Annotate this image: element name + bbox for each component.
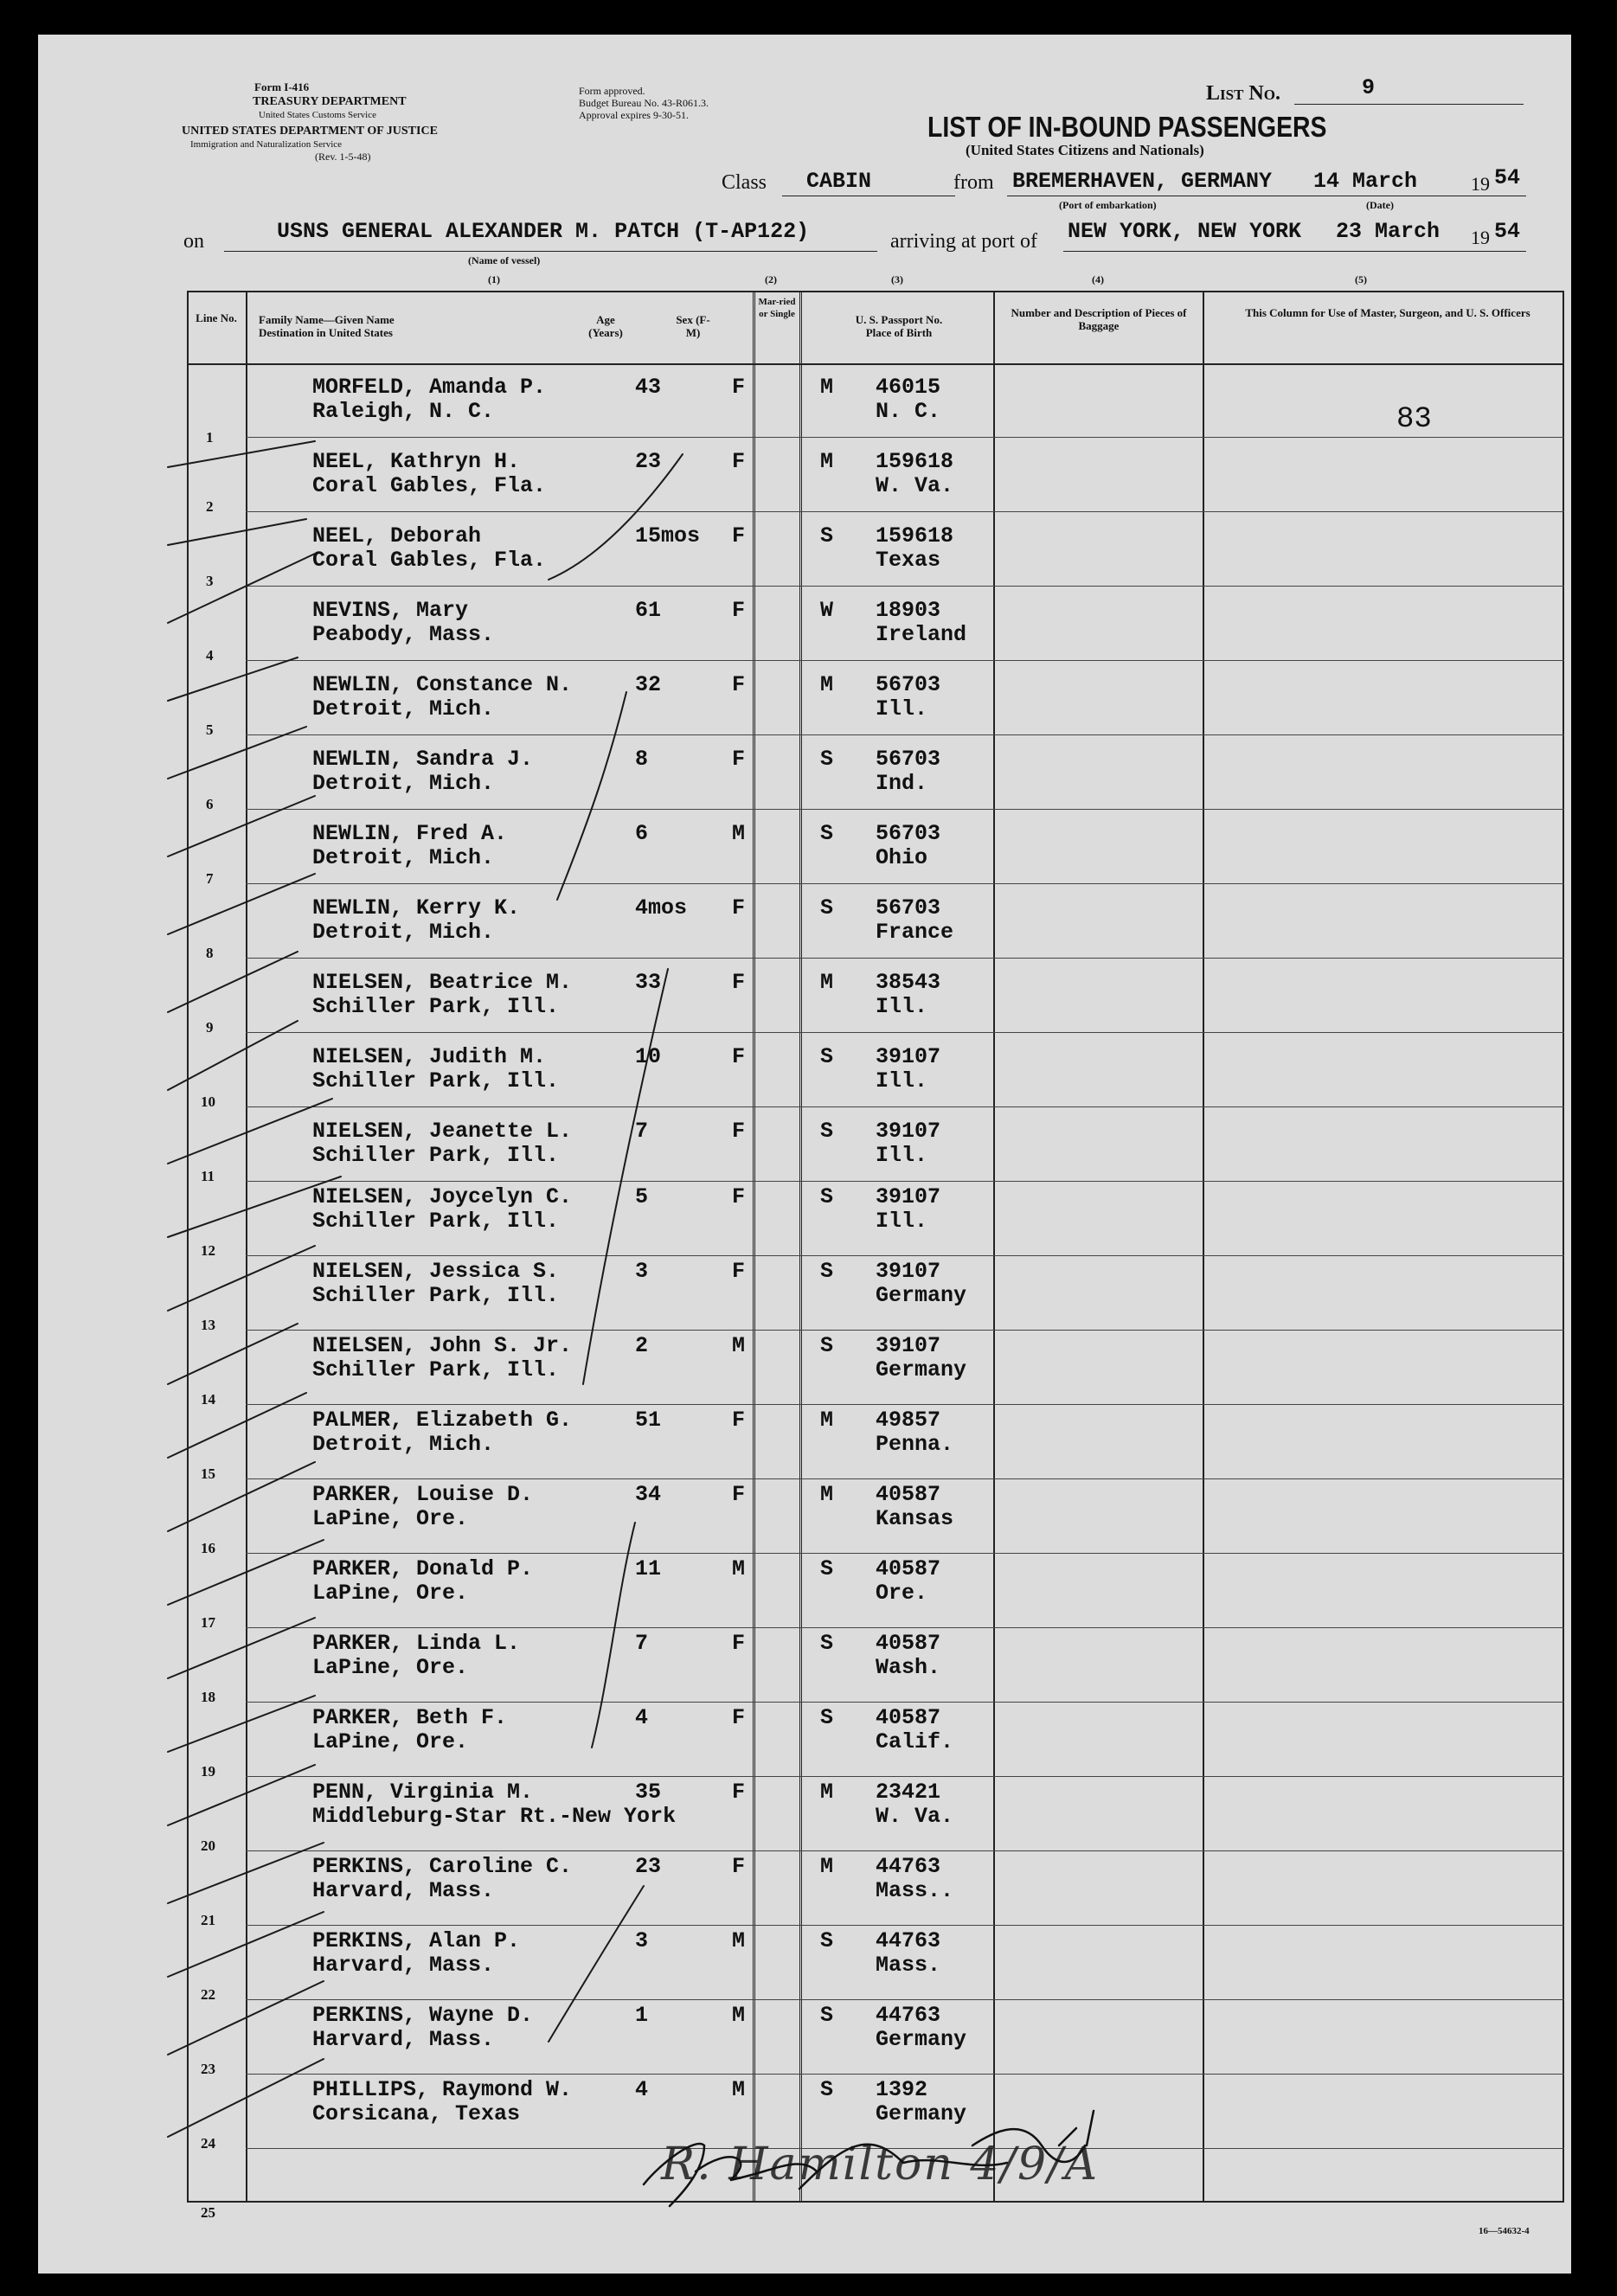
line-number: 9 xyxy=(206,1019,214,1036)
passenger-name: PALMER, Elizabeth G. xyxy=(312,1408,573,1433)
place-of-birth: Wash. xyxy=(876,1655,941,1680)
page-title: LIST OF IN-BOUND PASSENGERS xyxy=(927,111,1327,143)
place-of-birth: N. C. xyxy=(876,399,941,424)
passenger-name: NEWLIN, Fred A. xyxy=(312,821,508,846)
passenger-marital-status: M xyxy=(820,1780,834,1805)
passenger-name: NEEL, Deborah xyxy=(312,523,482,548)
passenger-manifest-sheet xyxy=(38,35,1571,2274)
passenger-destination: Corsicana, Texas xyxy=(312,2101,521,2126)
passenger-marital-status: M xyxy=(820,375,834,400)
place-of-birth: Kansas xyxy=(876,1506,954,1531)
passenger-marital-status: S xyxy=(820,1259,834,1284)
passenger-destination: Schiller Park, Ill. xyxy=(312,1143,560,1168)
passenger-destination: Detroit, Mich. xyxy=(312,696,495,722)
passenger-destination: Raleigh, N. C. xyxy=(312,399,495,424)
place-of-birth: Penna. xyxy=(876,1432,954,1457)
passenger-sex: F xyxy=(732,1631,746,1656)
passport-number: 44763 xyxy=(876,2003,941,2028)
header-line-no: Line No. xyxy=(196,311,237,324)
passenger-age: 32 xyxy=(635,672,662,697)
passport-number: 39107 xyxy=(876,1333,941,1358)
place-of-birth: Ill. xyxy=(876,1068,928,1093)
passenger-marital-status: S xyxy=(820,895,834,920)
approval-expiry: Approval expires 9-30-51. xyxy=(579,109,689,121)
line-number: 8 xyxy=(206,945,214,961)
passenger-age: 10 xyxy=(635,1044,662,1069)
passenger-sex: F xyxy=(732,449,746,474)
header-name: Family Name—Given Name xyxy=(259,313,395,326)
arrival-port: NEW YORK, NEW YORK xyxy=(1068,219,1302,244)
form-number: Form I-416 xyxy=(254,80,310,93)
passport-number: 49857 xyxy=(876,1408,941,1433)
passenger-name: MORFELD, Amanda P. xyxy=(312,375,547,400)
place-of-birth: Ill. xyxy=(876,1209,928,1234)
passenger-marital-status: M xyxy=(820,1854,834,1879)
date-caption: (Date) xyxy=(1366,199,1394,211)
passenger-marital-status: S xyxy=(820,523,834,548)
passenger-destination: Middleburg-Star Rt.-New York xyxy=(312,1804,677,1829)
passenger-sex: M xyxy=(732,1333,746,1358)
passenger-name: NIELSEN, John S. Jr. xyxy=(312,1333,573,1358)
passenger-age: 5 xyxy=(635,1184,649,1209)
passport-number: 1392 xyxy=(876,2077,928,2102)
passenger-age: 6 xyxy=(635,821,649,846)
passenger-sex: F xyxy=(732,895,746,920)
officer-note: 83 xyxy=(1396,403,1432,436)
passenger-destination: Detroit, Mich. xyxy=(312,920,495,945)
year-prefix: 19 xyxy=(1471,173,1490,195)
passenger-sex: F xyxy=(732,1705,746,1730)
passenger-age: 34 xyxy=(635,1482,662,1507)
list-number-value: 9 xyxy=(1362,75,1376,100)
passenger-marital-status: S xyxy=(820,1119,834,1144)
passport-number: 44763 xyxy=(876,1928,941,1953)
passenger-destination: LaPine, Ore. xyxy=(312,1655,469,1680)
passenger-sex: M xyxy=(732,821,746,846)
place-of-birth: Texas xyxy=(876,548,941,573)
passenger-name: NIELSEN, Beatrice M. xyxy=(312,970,573,995)
customs-service: United States Customs Service xyxy=(259,110,376,120)
passenger-name: NIELSEN, Jeanette L. xyxy=(312,1119,573,1144)
column-number: (3) xyxy=(891,273,903,285)
budget-bureau: Budget Bureau No. 43-R061.3. xyxy=(579,97,709,109)
column-number: (2) xyxy=(765,273,777,285)
passenger-age: 11 xyxy=(635,1556,662,1581)
passport-number: 18903 xyxy=(876,598,941,623)
class-value: CABIN xyxy=(806,169,872,194)
passport-number: 40587 xyxy=(876,1482,941,1507)
passenger-name: PARKER, Louise D. xyxy=(312,1482,534,1507)
place-of-birth: Ind. xyxy=(876,771,928,796)
passenger-name: PARKER, Beth F. xyxy=(312,1705,508,1730)
passenger-marital-status: S xyxy=(820,747,834,772)
place-of-birth: Ill. xyxy=(876,994,928,1019)
line-number: 13 xyxy=(201,1317,215,1333)
passenger-marital-status: M xyxy=(820,970,834,995)
place-of-birth: Mass. xyxy=(876,1953,941,1978)
passenger-marital-status: S xyxy=(820,2077,834,2102)
line-number: 21 xyxy=(201,1912,215,1928)
place-of-birth: Germany xyxy=(876,2027,967,2052)
line-number: 4 xyxy=(206,647,214,664)
passenger-age: 43 xyxy=(635,375,662,400)
passenger-name: NIELSEN, Joycelyn C. xyxy=(312,1184,573,1209)
line-number: 20 xyxy=(201,1837,215,1854)
page-subtitle: (United States Citizens and Nationals) xyxy=(966,142,1204,158)
passenger-age: 2 xyxy=(635,1333,649,1358)
port-of-embarkation: BREMERHAVEN, GERMANY xyxy=(1012,169,1273,194)
passenger-name: NIELSEN, Jessica S. xyxy=(312,1259,560,1284)
place-of-birth: Calif. xyxy=(876,1729,954,1754)
passenger-name: PHILLIPS, Raymond W. xyxy=(312,2077,573,2102)
immigration-service: Immigration and Naturalization Service xyxy=(190,139,343,150)
passenger-destination: Detroit, Mich. xyxy=(312,845,495,870)
line-number: 6 xyxy=(206,796,214,812)
passenger-name: PERKINS, Alan P. xyxy=(312,1928,521,1953)
passenger-destination: Harvard, Mass. xyxy=(312,1953,495,1978)
passenger-age: 4mos xyxy=(635,895,688,920)
line-number: 17 xyxy=(201,1614,215,1631)
header-married: Mar-ried or Single xyxy=(758,297,796,319)
passport-number: 38543 xyxy=(876,970,941,995)
passenger-age: 4 xyxy=(635,2077,649,2102)
passport-number: 23421 xyxy=(876,1780,941,1805)
passport-number: 39107 xyxy=(876,1259,941,1284)
passport-number: 56703 xyxy=(876,821,941,846)
passenger-age: 3 xyxy=(635,1259,649,1284)
passenger-marital-status: M xyxy=(820,1408,834,1433)
on-label: on xyxy=(183,230,204,253)
arriving-label: arriving at port of xyxy=(890,230,1037,253)
passenger-sex: F xyxy=(732,375,746,400)
department-of-justice: UNITED STATES DEPARTMENT OF JUSTICE xyxy=(182,125,438,138)
footer-code: 16—54632-4 xyxy=(1479,2226,1530,2236)
line-number: 25 xyxy=(201,2204,215,2221)
passenger-sex: F xyxy=(732,1259,746,1284)
line-number: 2 xyxy=(206,498,214,515)
column-number: (1) xyxy=(488,273,500,285)
passenger-name: PARKER, Donald P. xyxy=(312,1556,534,1581)
passport-number: 39107 xyxy=(876,1044,941,1069)
place-of-birth: Ill. xyxy=(876,1143,928,1168)
passenger-marital-status: M xyxy=(820,1482,834,1507)
line-number: 12 xyxy=(201,1242,215,1259)
header-sex: Sex (F-M) xyxy=(676,313,710,339)
passenger-sex: F xyxy=(732,598,746,623)
passenger-age: 8 xyxy=(635,747,649,772)
class-label: Class xyxy=(722,171,767,194)
passenger-destination: Coral Gables, Fla. xyxy=(312,548,547,573)
passenger-marital-status: S xyxy=(820,1184,834,1209)
year-prefix: 19 xyxy=(1471,227,1490,248)
passport-number: 40587 xyxy=(876,1705,941,1730)
passenger-marital-status: S xyxy=(820,1556,834,1581)
passenger-destination: Detroit, Mich. xyxy=(312,771,495,796)
line-number: 3 xyxy=(206,573,214,589)
passenger-name: NEEL, Kathryn H. xyxy=(312,449,521,474)
passenger-marital-status: S xyxy=(820,1631,834,1656)
passport-number: 56703 xyxy=(876,747,941,772)
passport-number: 159618 xyxy=(876,449,954,474)
passenger-name: PERKINS, Wayne D. xyxy=(312,2003,534,2028)
place-of-birth: Ohio xyxy=(876,845,928,870)
passenger-destination: Detroit, Mich. xyxy=(312,1432,495,1457)
passenger-sex: M xyxy=(732,2003,746,2028)
passenger-destination: Coral Gables, Fla. xyxy=(312,473,547,498)
column-number: (5) xyxy=(1355,273,1367,285)
passport-number: 56703 xyxy=(876,672,941,697)
line-number: 22 xyxy=(201,1986,215,2003)
passenger-age: 15mos xyxy=(635,523,701,548)
line-number: 23 xyxy=(201,2061,215,2077)
embarkation-date: 14 March xyxy=(1313,169,1418,194)
passenger-sex: F xyxy=(732,1482,746,1507)
revision-date: (Rev. 1-5-48) xyxy=(315,151,371,163)
passport-number: 44763 xyxy=(876,1854,941,1879)
line-number: 24 xyxy=(201,2135,215,2152)
place-of-birth: Germany xyxy=(876,1357,967,1382)
passenger-age: 7 xyxy=(635,1119,649,1144)
passenger-marital-status: S xyxy=(820,1333,834,1358)
passenger-destination: Harvard, Mass. xyxy=(312,1878,495,1903)
passport-number: 39107 xyxy=(876,1184,941,1209)
place-of-birth: Ill. xyxy=(876,696,928,722)
passenger-destination: Schiller Park, Ill. xyxy=(312,994,560,1019)
header-baggage: Number and Description of Pieces of Baggage xyxy=(1011,306,1187,332)
passenger-name: NEWLIN, Constance N. xyxy=(312,672,573,697)
passport-number: 40587 xyxy=(876,1556,941,1581)
signature: R. Hamilton 4/9/A xyxy=(661,2139,1100,2190)
list-number-label: List No. xyxy=(1206,82,1280,105)
header-age: Age (Years) xyxy=(588,313,623,339)
from-label: from xyxy=(953,171,994,194)
passenger-name: PARKER, Linda L. xyxy=(312,1631,521,1656)
passenger-sex: F xyxy=(732,1408,746,1433)
passenger-destination: Peabody, Mass. xyxy=(312,622,495,647)
passenger-sex: F xyxy=(732,970,746,995)
place-of-birth: Ore. xyxy=(876,1581,928,1606)
passenger-sex: M xyxy=(732,1928,746,1953)
passenger-name: PENN, Virginia M. xyxy=(312,1780,534,1805)
passenger-destination: Schiller Park, Ill. xyxy=(312,1068,560,1093)
place-of-birth: Germany xyxy=(876,1283,967,1308)
line-number: 19 xyxy=(201,1763,215,1780)
passenger-sex: F xyxy=(732,1184,746,1209)
arrival-date: 23 March xyxy=(1336,219,1441,244)
passenger-age: 35 xyxy=(635,1780,662,1805)
passenger-age: 33 xyxy=(635,970,662,995)
passenger-destination: Schiller Park, Ill. xyxy=(312,1209,560,1234)
line-number: 10 xyxy=(201,1093,215,1110)
vessel-caption: (Name of vessel) xyxy=(468,254,541,266)
passenger-marital-status: S xyxy=(820,2003,834,2028)
passenger-marital-status: S xyxy=(820,1705,834,1730)
passenger-marital-status: S xyxy=(820,821,834,846)
passenger-name: NEWLIN, Kerry K. xyxy=(312,895,521,920)
handwritten-checkmarks xyxy=(38,35,1571,2274)
line-number: 5 xyxy=(206,722,214,738)
passenger-destination: LaPine, Ore. xyxy=(312,1506,469,1531)
form-approved: Form approved. xyxy=(579,85,645,97)
header-birth: Place of Birth xyxy=(865,326,933,339)
passenger-destination: LaPine, Ore. xyxy=(312,1729,469,1754)
line-number: 1 xyxy=(206,429,214,446)
header-destination: Destination in United States xyxy=(259,326,393,339)
column-number: (4) xyxy=(1092,273,1104,285)
passenger-name: PERKINS, Caroline C. xyxy=(312,1854,573,1879)
passenger-marital-status: W xyxy=(820,598,834,623)
line-number: 18 xyxy=(201,1689,215,1705)
treasury-department: TREASURY DEPARTMENT xyxy=(253,95,407,108)
passenger-name: NEWLIN, Sandra J. xyxy=(312,747,534,772)
port-embarkation-caption: (Port of embarkation) xyxy=(1059,199,1157,211)
passenger-sex: F xyxy=(732,1854,746,1879)
passenger-age: 7 xyxy=(635,1631,649,1656)
passenger-destination: Schiller Park, Ill. xyxy=(312,1283,560,1308)
line-number: 15 xyxy=(201,1465,215,1482)
passenger-sex: F xyxy=(732,1780,746,1805)
line-number: 11 xyxy=(201,1168,215,1184)
passenger-age: 4 xyxy=(635,1705,649,1730)
passenger-destination: Harvard, Mass. xyxy=(312,2027,495,2052)
passenger-sex: F xyxy=(732,1119,746,1144)
embarkation-year: 54 xyxy=(1494,165,1521,190)
passenger-marital-status: M xyxy=(820,449,834,474)
passenger-age: 3 xyxy=(635,1928,649,1953)
passenger-age: 23 xyxy=(635,449,662,474)
passport-number: 40587 xyxy=(876,1631,941,1656)
passenger-marital-status: M xyxy=(820,672,834,697)
passenger-destination: LaPine, Ore. xyxy=(312,1581,469,1606)
passport-number: 159618 xyxy=(876,523,954,548)
passenger-name: NIELSEN, Judith M. xyxy=(312,1044,547,1069)
vessel-name: USNS GENERAL ALEXANDER M. PATCH (T-AP122) xyxy=(277,219,810,244)
passport-number: 56703 xyxy=(876,895,941,920)
place-of-birth: France xyxy=(876,920,954,945)
passport-number: 46015 xyxy=(876,375,941,400)
line-number: 14 xyxy=(201,1391,215,1408)
passenger-marital-status: S xyxy=(820,1928,834,1953)
passenger-age: 61 xyxy=(635,598,662,623)
line-number: 7 xyxy=(206,870,214,887)
line-number: 16 xyxy=(201,1540,215,1556)
passenger-sex: F xyxy=(732,523,746,548)
header-passport: U. S. Passport No. xyxy=(855,313,943,326)
passport-number: 39107 xyxy=(876,1119,941,1144)
place-of-birth: Ireland xyxy=(876,622,967,647)
passenger-sex: F xyxy=(732,747,746,772)
place-of-birth: W. Va. xyxy=(876,1804,954,1829)
passenger-age: 51 xyxy=(635,1408,662,1433)
passenger-marital-status: S xyxy=(820,1044,834,1069)
passenger-sex: M xyxy=(732,1556,746,1581)
passenger-name: NEVINS, Mary xyxy=(312,598,469,623)
place-of-birth: Germany xyxy=(876,2101,967,2126)
passenger-sex: F xyxy=(732,1044,746,1069)
passenger-age: 1 xyxy=(635,2003,649,2028)
arrival-year: 54 xyxy=(1494,219,1521,244)
place-of-birth: W. Va. xyxy=(876,473,954,498)
passenger-sex: F xyxy=(732,672,746,697)
passenger-destination: Schiller Park, Ill. xyxy=(312,1357,560,1382)
passenger-sex: M xyxy=(732,2077,746,2102)
passenger-age: 23 xyxy=(635,1854,662,1879)
header-officers: This Column for Use of Master, Surgeon, and U. S. Officers xyxy=(1245,306,1530,319)
place-of-birth: Mass.. xyxy=(876,1878,954,1903)
